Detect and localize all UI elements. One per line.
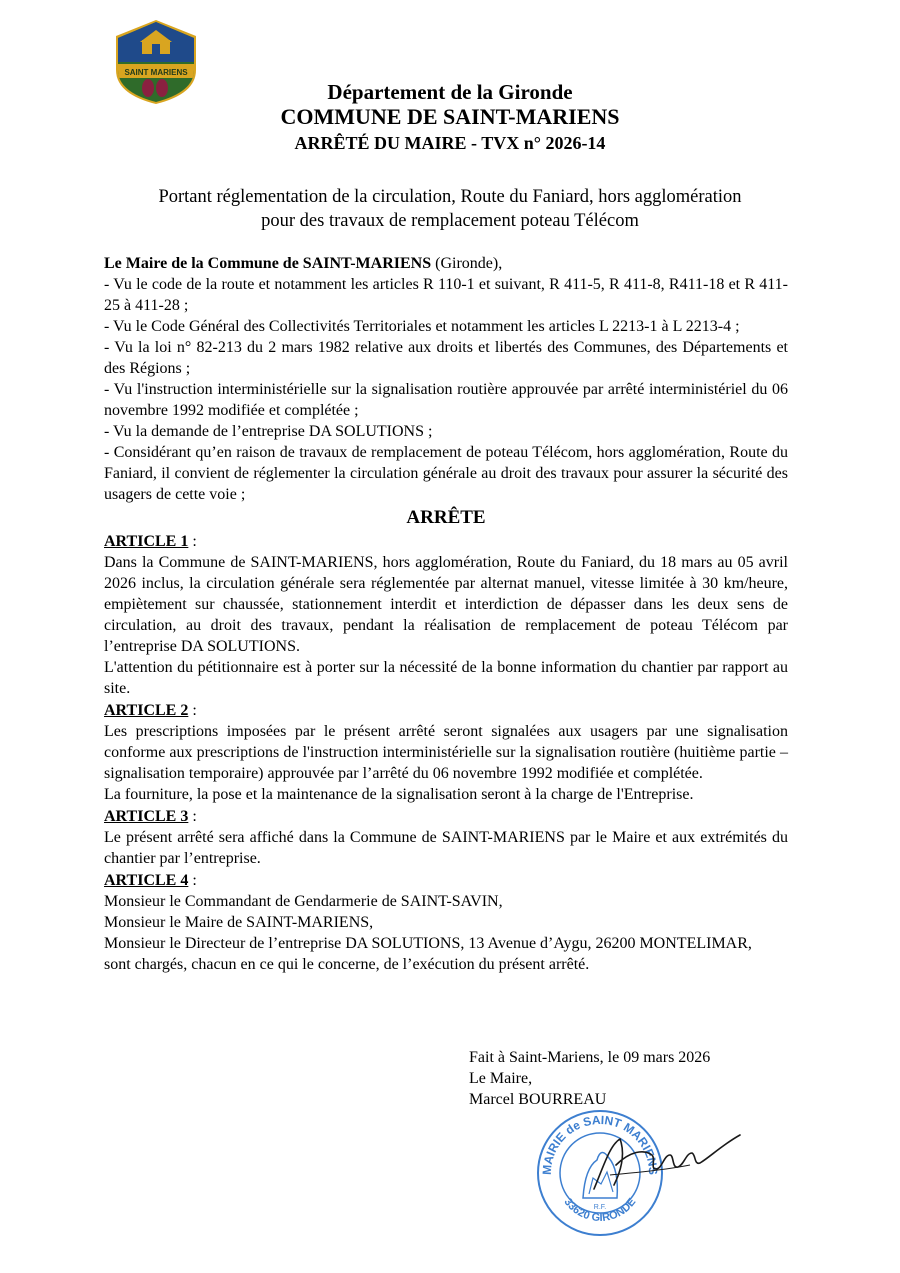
mayor-signature [590, 1125, 745, 1200]
stamp-bottom-text: 33620 GIRONDE [561, 1196, 639, 1225]
article-1-heading: ARTICLE 1 : [104, 533, 197, 550]
signatory-name: Marcel BOURREAU [469, 1091, 607, 1108]
mayor-rest: (Gironde), [431, 255, 503, 272]
preamble-item: - Vu la loi n° 82-213 du 2 mars 1982 relative aux droits et libertés des Communes, des Départements et des Régions ; [104, 339, 788, 377]
commune-title: COMMUNE DE SAINT-MARIENS [280, 104, 620, 129]
decree-body [104, 253, 788, 975]
article-4-line: sont chargés, chacun en ce qui le concerne, de l’exécution du présent arrêté. [104, 956, 590, 973]
article-4-heading: ARTICLE 4 : [104, 872, 197, 889]
subject-line-1: Portant réglementation de la circulation, Route du Faniard, hors agglomération [158, 187, 742, 207]
preamble-item: - Vu la demande de l’entreprise DA SOLUTIONS ; [104, 423, 433, 440]
place-date: Fait à Saint-Mariens, le 09 mars 2026 [469, 1049, 711, 1066]
stamp-center-text: R.F. [593, 1204, 607, 1211]
stamp-top-text: MAIRIE de SAINT MARIENS [539, 1112, 661, 1176]
article-2-paragraph: Les prescriptions imposées par le présent arrêté seront signalées aux usagers par une signalisation conforme aux prescriptions de l'instruction interministérielle sur la signalisation routière (huitième partie – signalisation temporaire) approuvée par l’arrêté du 06 novembre 1992 modifiée et complétée. [104, 723, 788, 782]
preamble-item: - Vu le Code Général des Collectivités Territoriales et notamment les articles L 2213-1 à L 2213-4 ; [104, 318, 740, 335]
decision-title: ARRÊTE [406, 507, 486, 528]
preamble-item: - Considérant qu’en raison de travaux de remplacement de poteau Télécom, hors agglomération, Route du Faniard, il convient de réglementer la circulation générale au droit des travaux pour assurer la sécurité des usagers de cette voie ; [104, 444, 788, 503]
article-3-heading: ARTICLE 3 : [104, 808, 197, 825]
article-3-paragraph: Le présent arrêté sera affiché dans la Commune de SAINT-MARIENS par le Maire et aux extrémités du chantier par l’entreprise. [104, 829, 788, 867]
subject-line-2: pour des travaux de remplacement poteau Télécom [261, 211, 639, 231]
decree-subject [0, 185, 900, 233]
decree-number: ARRÊTÉ DU MAIRE - TVX n° 2026-14 [294, 133, 606, 153]
article-2-heading: ARTICLE 2 : [104, 702, 197, 719]
preamble-item: - Vu l'instruction interministérielle sur la signalisation routière approuvée par arrêté interministériel du 06 novembre 1992 modifiée et complétée ; [104, 381, 788, 419]
department-title: Département de la Gironde [327, 80, 573, 104]
article-4-line: Monsieur le Commandant de Gendarmerie de SAINT-SAVIN, [104, 893, 503, 910]
article-4-line: Monsieur le Directeur de l’entreprise DA SOLUTIONS, 13 Avenue d’Aygu, 26200 MONTELIMAR, [104, 935, 752, 952]
article-1-paragraph: Dans la Commune de SAINT-MARIENS, hors agglomération, Route du Faniard, du 18 mars au 05 avril 2026 inclus, la circulation générale sera réglementée par alternat manuel, vitesse limitée à 30 km/heure, empiètement sur chaussée, stationnement interdit et interdiction de dépasser dans les deux sens de circulation, au droit des travaux, pendant la réalisation de remplacement de poteau Télécom par l’entreprise DA SOLUTIONS. [104, 554, 788, 655]
article-4-line: Monsieur le Maire de SAINT-MARIENS, [104, 914, 374, 931]
document-header [0, 80, 900, 156]
mayor-line [104, 253, 788, 274]
signatory-role: Le Maire, [469, 1070, 533, 1087]
preamble-item: - Vu le code de la route et notamment les articles R 110-1 et suivant, R 411-5, R 411-8, R411-18 et R 411-25 à 411-28 ; [104, 276, 788, 314]
closing-block [469, 1047, 710, 1110]
logo-text: SAINT MARIENS [124, 68, 188, 77]
mayor-bold: Le Maire de la Commune de SAINT-MARIENS [104, 255, 432, 272]
article-1-paragraph: L'attention du pétitionnaire est à porter sur la nécessité de la bonne information du chantier par rapport au site. [104, 659, 788, 697]
article-2-paragraph: La fourniture, la pose et la maintenance de la signalisation seront à la charge de l'Entreprise. [104, 786, 694, 803]
